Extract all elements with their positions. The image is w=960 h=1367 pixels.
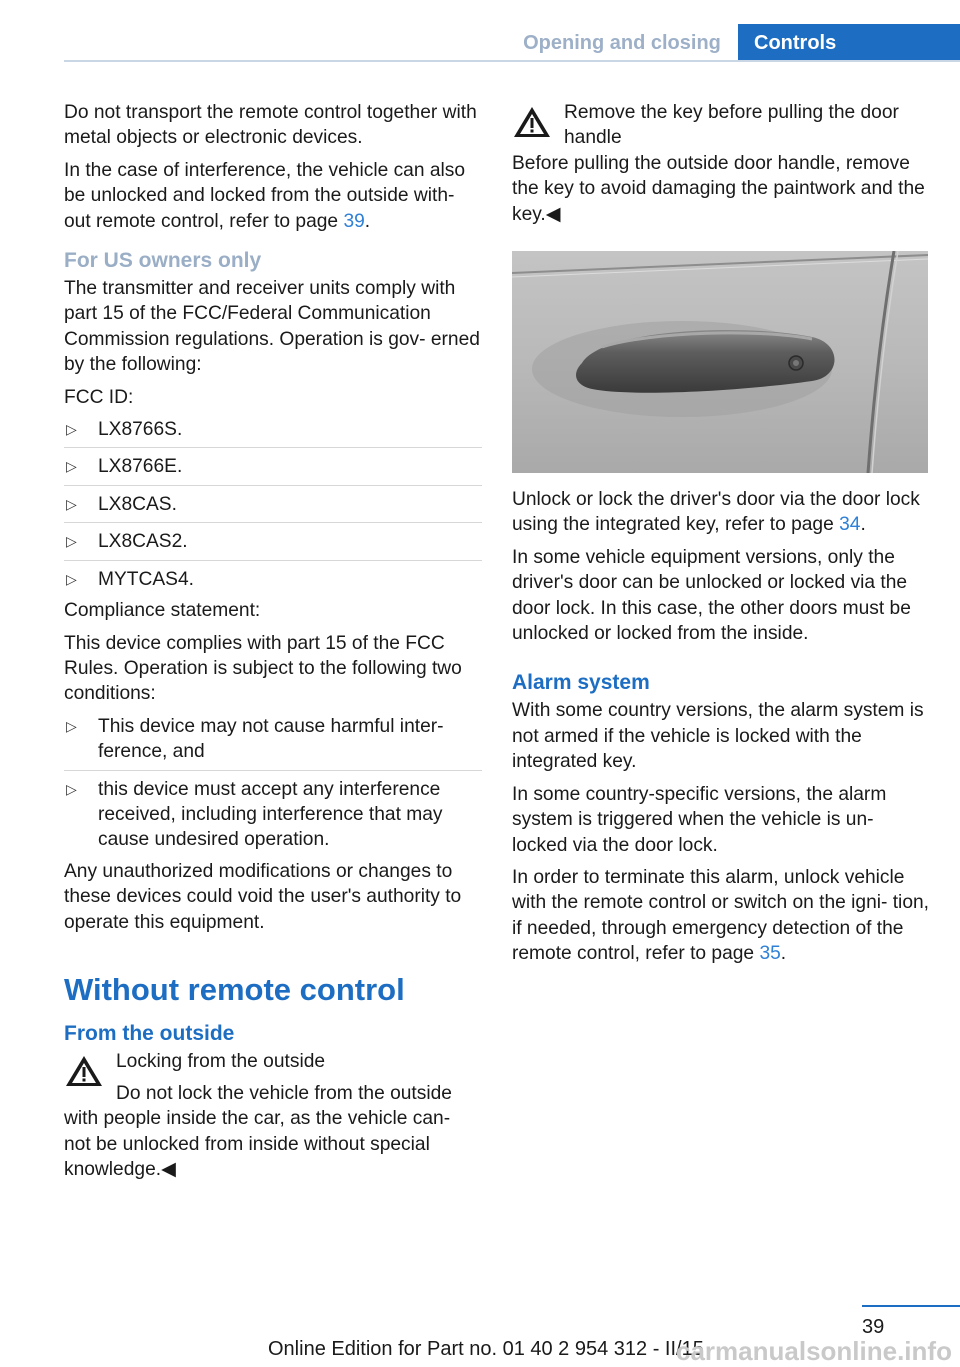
warning-text: Do not lock the vehicle from the outside with people inside the car, as the vehicle can‐ not be unlocked from inside without special knowledge.◀	[64, 1082, 452, 1181]
watermark: carmanualsonline.info	[676, 1336, 952, 1366]
paragraph-interference: In the case of interference, the vehicle can also be unlocked and locked from the outside with‐ out remote control, refer to page 39.	[64, 159, 466, 232]
left-column	[64, 100, 482, 1190]
paragraph-alarm-terminate: In order to terminate this alarm, unlock vehicle with the remote control or switch on the igni‐ tion, if needed, through emergency detection of the remote control, refer to page 35.	[512, 866, 929, 965]
page-link-34[interactable]: 34	[839, 514, 861, 536]
conditions-list	[64, 714, 482, 853]
warning-triangle-icon	[64, 1053, 104, 1089]
list-item: ▷ this device must accept any interference received, including interference that may cause undesired operation.	[66, 778, 443, 851]
compliance-text: This device complies with part 15 of the FCC Rules. Operation is subject to the following two conditions:	[64, 632, 462, 705]
from-outside-heading: From the outside	[64, 1021, 235, 1045]
triangle-bullet-icon: ▷	[66, 533, 77, 550]
page-link-35[interactable]: 35	[759, 943, 781, 965]
paragraph-equipment-versions: In some vehicle equipment versions, only the driver's door can be unlocked or locked via the door lock. In this case, the other doors must be unlocked or locked from the inside.	[512, 546, 911, 645]
triangle-bullet-icon: ▷	[66, 780, 77, 797]
edition-note: Online Edition for Part no. 01 40 2 954 312 - II/15	[268, 1338, 704, 1360]
triangle-bullet-icon: ▷	[66, 458, 77, 475]
paragraph-fcc-intro: The transmitter and receiver units comply with part 15 of the FCC/Federal Communication Commission regulations. Operation is gov‐ erned by the following:	[64, 278, 480, 376]
list-item: ▷ LX8766S.	[64, 417, 482, 448]
fcc-id-list	[64, 417, 482, 592]
list-item: ▷ MYTCAS4.	[64, 567, 482, 592]
triangle-bullet-icon: ▷	[66, 495, 77, 512]
alarm-system-heading: Alarm system	[512, 671, 650, 695]
header-section-label: Opening and closing	[523, 32, 721, 54]
fcc-id-label: FCC ID:	[64, 386, 134, 408]
us-owners-heading: For US owners only	[64, 249, 262, 273]
paragraph-transport: Do not transport the remote control together with metal objects or electronic devices.	[64, 102, 477, 149]
list-item: ▷ This device may not cause harmful inter‐ ference, and	[64, 714, 482, 771]
without-remote-heading: Without remote control	[64, 971, 405, 1007]
paragraph-unlock-driver: Unlock or lock the driver's door via the door lock using the integrated key, refer to page 34.	[512, 489, 920, 536]
list-item: ▷ LX8CAS2.	[64, 529, 482, 560]
paragraph-alarm-armed: With some country versions, the alarm system is not armed if the vehicle is locked with the integrated key.	[512, 700, 924, 773]
right-column	[512, 100, 932, 974]
door-handle-illustration	[512, 251, 928, 473]
page-link-39[interactable]: 39	[343, 210, 365, 232]
warning-title: Locking from the outside	[116, 1050, 326, 1072]
warning-remove-key	[512, 100, 932, 151]
door-handle-image	[512, 251, 928, 473]
triangle-bullet-icon: ▷	[66, 421, 77, 438]
footer-rule	[862, 1305, 960, 1307]
triangle-bullet-icon: ▷	[66, 717, 77, 734]
paragraph-alarm-triggered: In some country-specific versions, the alarm system is triggered when the vehicle is un‐ locked via the door lock.	[512, 783, 887, 856]
triangle-bullet-icon: ▷	[66, 570, 77, 587]
warning-title: Remove the key before pulling the door handle	[564, 102, 899, 149]
header-rule	[64, 60, 960, 62]
warning-triangle-icon	[512, 104, 552, 140]
warning-text: Before pulling the outside door handle, remove the key to avoid damaging the paintwork and the key.◀	[512, 152, 925, 225]
compliance-label: Compliance statement:	[64, 600, 261, 622]
page-number: 39	[862, 1316, 885, 1338]
list-item: ▷ LX8766E.	[64, 454, 482, 485]
paragraph-modifications: Any unauthorized modifications or changes to these devices could void the user's authority to operate this equipment.	[64, 860, 462, 933]
warning-locking-outside	[64, 1049, 482, 1099]
header-chapter-tab: Controls	[738, 24, 960, 60]
list-item: ▷ LX8CAS.	[64, 492, 482, 523]
